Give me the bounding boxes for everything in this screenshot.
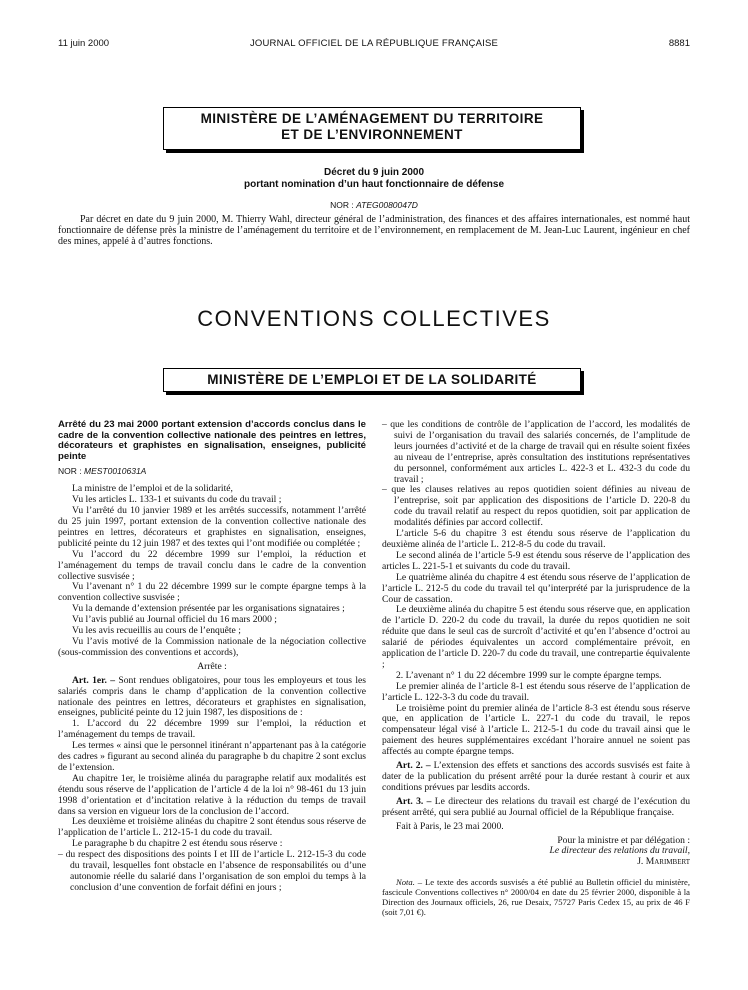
article-3-text: Le directeur des relations du travail est chargé de l’exécution du présent arrêté, qui sera publié au Journal officiel de la République française. (382, 795, 690, 818)
paragraph: Les termes « ainsi que le personnel itinérant n’appartenant pas à la catégorie des cadres » figurant au second alinéa du paragraphe b du chapitre 2 sont exclus de l’extension. (58, 740, 366, 773)
ministry-line-1: MINISTÈRE DE L’AMÉNAGEMENT DU TERRITOIRE (200, 111, 544, 126)
paragraph: Le second alinéa de l’article 5-9 est étendu sous réserve de l’application des articles L. 221-5-1 et suivants du code du travail. (382, 549, 690, 572)
decree-subtitle: portant nomination d’un haut fonctionnaire de défense (244, 179, 504, 190)
paragraph: Vu l’arrêté du 10 janvier 1989 et les arrêtés successifs, notamment l’arrêté du 25 juin 1997, portant extension de la convention collective nationale des peintres en lettres, décorateurs et graphistes en signalisation, enseignes, publicité peinte du 12 juin 1987 et des textes qui l’ont modifiée ou complétée ; (58, 505, 366, 549)
nota-label: Nota. (396, 877, 415, 888)
dash-item: – que les clauses relatives au repos quotidien soient définies au niveau de l’entreprise, soit par application des dispositions de l’article D. 220-8 du code du travail relatif au respect du repos quotidien, soit par application de modalités définies par accord collectif. (382, 484, 690, 529)
article-1 (58, 676, 366, 720)
paragraph: Le deuxième alinéa du chapitre 5 est étendu sous réserve que, en application de l’article D. 220-2 du code du travail, la durée du repos quotidien ne soit réduite que dans le seul cas de surcroît d’activité et qu’en l’absence d’octroi au salarié de périodes équivalentes un accord complémentaire prévoit, en application de l’article D. 220-7 du code du travail, une contrepartie équivalente ; (382, 604, 690, 670)
signature-line-1: Pour la ministre et par délégation : (557, 834, 690, 846)
section-title: CONVENTIONS COLLECTIVES (197, 306, 551, 331)
decree-nor (0, 200, 748, 210)
dash-item: – que les conditions de contrôle de l’application de l’accord, les modalités de suivi de l’organisation du travail des salariés concernés, de l’amplitude de leurs journées d’activité et de la charge de travail qui en résulte soient fixées au niveau de l’entreprise, après consultation des institutions représentatives du personnel, conformément aux articles L. 422-3 et L. 432-3 du code du travail ; (382, 419, 690, 485)
paragraph: L’article 5-6 du chapitre 3 est étendu sous réserve de l’application du deuxième alinéa de l’article L. 212-8-5 du code du travail. (382, 528, 690, 550)
paragraph: Le premier alinéa de l’article 8-1 est étendu sous réserve de l’application de l’article L. 122-3-3 du code du travail. (382, 680, 690, 703)
article-3 (382, 797, 690, 819)
decree-nor-label: NOR : (330, 200, 357, 210)
decree-body: Par décret en date du 9 juin 2000, M. Thierry Wahl, directeur général de l’administration, des finances et des affaires internationales, est nommé haut fonctionnaire de défense près la ministre de l’aménagement du territoire et de l’environnement, en remplacement de M. Jean-Luc Laurent, ingénieur en chef des mines, appelé à d’autres fonctions. (58, 214, 690, 248)
right-column (382, 420, 690, 917)
nota (382, 878, 690, 917)
paragraph: Vu la demande d’extension présentée par les organisations signataires ; (72, 603, 345, 615)
header-page-number: 8881 (668, 38, 690, 49)
article-3-label: Art. 3. – (396, 795, 432, 807)
decree-nor-code: ATEG0080047D (356, 200, 418, 210)
paragraph: Vu l’avenant n° 1 du 22 décembre 1999 sur le compte épargne temps à la convention collective susvisée ; (58, 581, 366, 604)
article-2-text: L’extension des effets et sanctions des accords susvisés est faite à dater de la publication du présent arrêté pour la durée restant à courir et aux conditions prévues par lesdits accords. (382, 760, 690, 793)
arrete-label: Arrête : (197, 660, 227, 672)
decree-title: Décret du 9 juin 2000 (323, 167, 425, 178)
arrete-nor (58, 466, 366, 477)
paragraph: 2. L’avenant n° 1 du 22 décembre 1999 sur le compte épargne temps. (396, 669, 662, 681)
running-header (58, 38, 690, 52)
paragraph: La ministre de l’emploi et de la solidarité, (72, 483, 233, 495)
paragraph: Le troisième point du premier alinéa de l’article 8-3 est étendu sous réserve que, en application de l’article L. 227-1 du code du travail, le repos compensateur légal visé à l’article L. 212-5-1 du code du travail ainsi que le paiement des heures supplémentaires excédant l’horaire annuel ne soient pas affectés au compte épargne temps. (382, 702, 690, 758)
header-date: 11 juin 2000 (58, 38, 110, 49)
paragraph: Vu l’accord du 22 décembre 1999 sur l’emploi, la réduction et l’aménagement du temps de travail conclu dans le cadre de la convention collective susvisée ; (58, 548, 366, 582)
article-1-text: Sont rendues obligatoires, pour tous les employeurs et tous les salariés compris dans le champ d’application de la convention collective nationale des peintres en lettres, décorateurs et graphistes en signalisation, enseignes, publicité peinte du 12 juin 1987, les dispositions de : (58, 674, 366, 719)
paragraph: Vu l’avis publié au Journal officiel du 16 mars 2000 ; (72, 614, 277, 626)
left-column (58, 420, 366, 894)
ministry-line-2: ET DE L’ENVIRONNEMENT (281, 127, 463, 142)
paragraph: Les deuxième et troisième alinéas du chapitre 2 sont étendus sous réserve de l’application de l’article L. 212-15-1 du code du travail. (58, 816, 366, 839)
paragraph: 1. L’accord du 22 décembre 1999 sur l’emploi, la réduction et l’aménagement du temps de travail. (58, 718, 366, 741)
arrete-title: Arrêté du 23 mai 2000 portant extension d’accords conclus dans le cadre de la convention collective nationale des peintres en lettres, décorateurs et graphistes en signalisation, enseignes, publicité peinte (58, 419, 366, 462)
header-journal-title: JOURNAL OFFICIEL DE LA RÉPUBLIQUE FRANÇAISE (249, 38, 499, 49)
paragraph: Vu les articles L. 133-1 et suivants du code du travail ; (72, 494, 282, 506)
signature-name: J. Marimbert (637, 856, 690, 868)
paragraph: Le quatrième alinéa du chapitre 4 est étendu sous réserve de l’application de l’article L. 212-5 du code du travail tel qu’interprété par la jurisprudence de la Cour de cassation. (382, 571, 690, 605)
done-at: Fait à Paris, le 23 mai 2000. (396, 820, 504, 832)
article-2-label: Art. 2. – (396, 760, 431, 772)
paragraph: Le paragraphe b du chapitre 2 est étendu sous réserve : (72, 838, 283, 850)
paragraph: Au chapitre 1er, le troisième alinéa du paragraphe relatif aux modalités est étendu sous réserve de l’application de l’article 4 de la loi n° 98-461 du 13 juin 1998 d’orientation et d’incitation relative à la réduction du temps de travail dans sa version en vigueur lors de la conclusion de l’accord. (58, 772, 366, 817)
ministry-box-amenagement (163, 107, 581, 150)
ministry2-line-1: MINISTÈRE DE L’EMPLOI ET DE LA SOLIDARITÉ (207, 372, 537, 387)
article-2 (382, 761, 690, 794)
dash-item: – du respect des dispositions des points I et III de l’article L. 212-15-3 du code du travail, lesquelles font obstacle en l’absence de responsabilités ou d’une autonomie réelle du salarié dans l’organisation de son emploi du temps à la conclusion d’une convention de forfait défini en jours ; (58, 849, 366, 893)
article-1-label: Art. 1er. – (72, 674, 116, 686)
paragraph: Vu l’avis motivé de la Commission nationale de la négociation collective (sous-commission des conventions et accords), (58, 635, 366, 658)
nota-text: – Le texte des accords susvisés a été publié au Bulletin officiel du ministère, fascicule Conventions collectives n° 2000/04 en date du 25 février 2000, disponible à la Direction des Journaux officiels, 26, rue Desaix, 75727 Paris Cedex 15, au prix de 46 F (soit 7,01 €). (382, 877, 690, 917)
paragraph: Vu les avis recueillis au cours de l’enquête ; (72, 625, 241, 637)
ministry-box-emploi (163, 368, 581, 392)
signature-line-2: Le directeur des relations du travail, (549, 845, 690, 857)
arrete-nor-label: NOR : (58, 466, 84, 477)
arrete-nor-code: MEST0010631A (83, 466, 147, 477)
